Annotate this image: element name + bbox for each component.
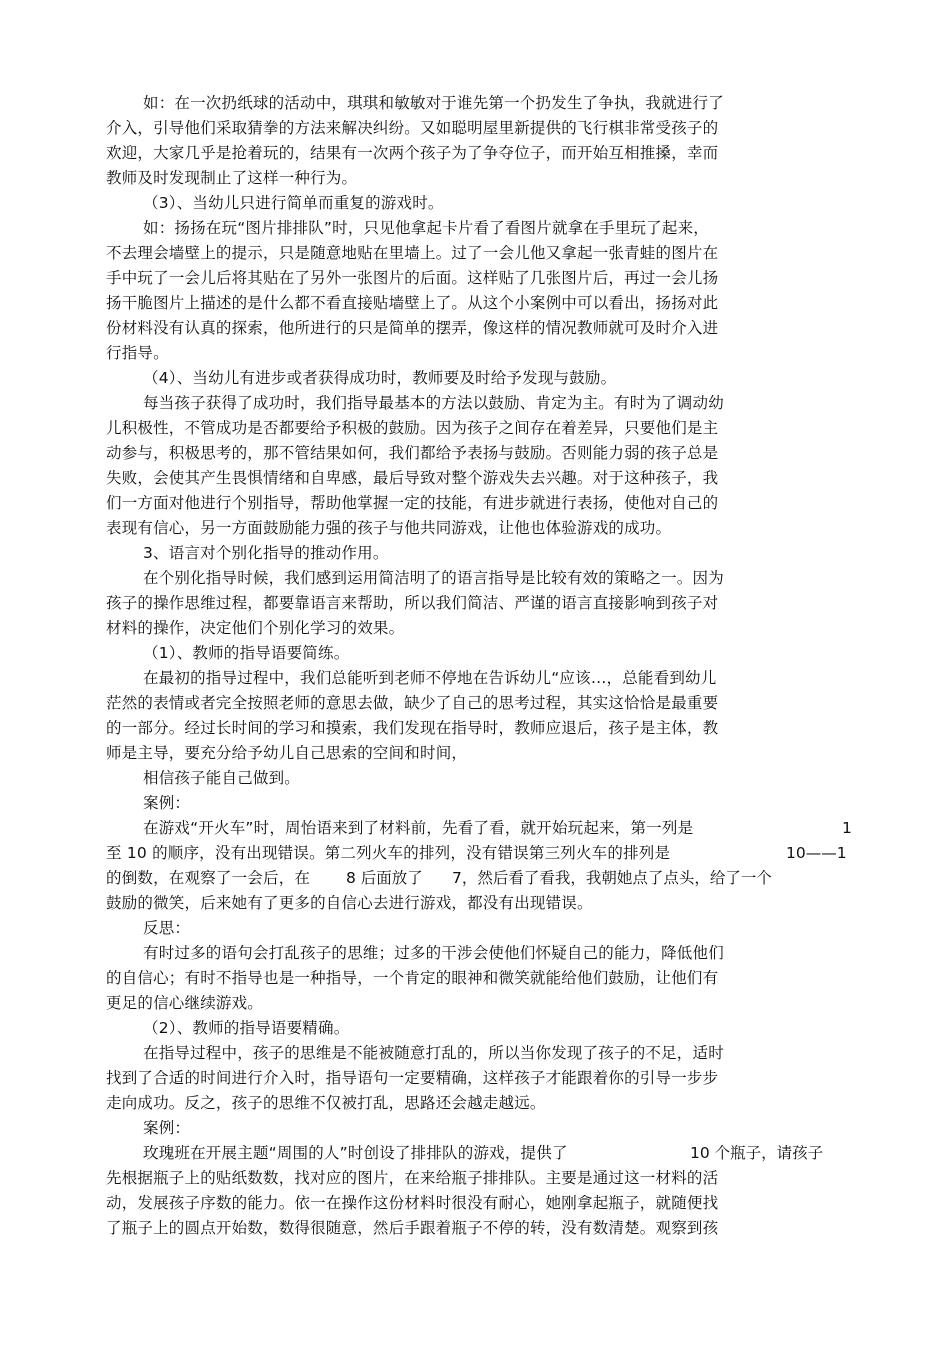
text-line: 儿积极性，不管成功是否都要给予积极的鼓励。因为孩子之间存在着差异，只要他们是主 <box>106 419 719 437</box>
text-line: 更足的信心继续游戏。 <box>106 994 264 1012</box>
text-line: 材料的操作，决定他们个别化学习的效果。 <box>106 619 405 637</box>
text-line: 孩子的操作思维过程，都要靠语言来帮助，所以我们简洁、严谨的语言直接影响到孩子对 <box>106 594 719 612</box>
text-fragment: 10 个瓶子，请孩子 <box>690 1144 824 1162</box>
subheading: （2）、教师的指导语要精确。 <box>143 1019 350 1037</box>
text-line: 的自信心；有时不指导也是一种指导，一个肯定的眼神和微笑就能给他们鼓励，让他们有 <box>106 969 719 987</box>
text-fragment: 7，然后看了看我，我朝她点了点头，给了一个 <box>452 869 772 887</box>
text-line: 在游戏“开火车”时，周怡语来到了材料前，先看了看，就开始玩起来，第一列是 <box>143 819 694 837</box>
text-line: 动，发展孩子序数的能力。依一在操作这份材料时很没有耐心，她刚拿起瓶子，就随便找 <box>106 1194 719 1212</box>
text-line: 介入，引导他们采取猜拳的方法来解决纠纷。又如聪明屋里新提供的飞行棋非常受孩子的 <box>106 119 719 137</box>
text-line: 们一方面对他进行个别指导，帮助他掌握一定的技能，有进步就进行表扬，使他对自己的 <box>106 494 719 512</box>
text-line: 的倒数，在观察了一会后，在 <box>106 869 311 887</box>
text-line: 扬干脆图片上描述的是什么都不看直接贴墙壁上了。从这个小案例中可以看出，扬扬对此 <box>106 294 719 312</box>
text-line: 不去理会墙壁上的提示，只是随意地贴在里墙上。过了一会儿他又拿起一张青蛙的图片在 <box>106 244 719 262</box>
text-line: 的一部分。经过长时间的学习和摸索，我们发现在指导时，教师应退后，孩子是主体，教 <box>106 719 719 737</box>
text-line: 了瓶子上的圆点开始数，数得很随意，然后手跟着瓶子不停的转，没有数清楚。观察到孩 <box>106 1219 719 1237</box>
text-line: 茫然的表情或者完全按照老师的意思去做，缺少了自己的思考过程，其实这恰恰是最重要 <box>106 694 719 712</box>
text-line: 找到了合适的时间进行介入时，指导语句一定要精确，这样孩子才能跟着你的引导一步步 <box>106 1069 719 1087</box>
section-heading: 3、语言对个别化指导的推动作用。 <box>143 544 389 562</box>
text-line: 在最初的指导过程中，我们总能听到老师不停地在告诉幼儿“应该…，总能看到幼儿 <box>143 669 717 687</box>
subheading: （1）、教师的指导语要简练。 <box>143 644 350 662</box>
text-line: 失败，会使其产生畏惧情绪和自卑感，最后导致对整个游戏失去兴趣。对于这种孩子，我 <box>106 469 719 487</box>
reflection-label: 反思： <box>143 919 191 937</box>
text-line: 师是主导，要充分给予幼儿自己思索的空间和时间， <box>106 744 468 762</box>
text-line: 玫瑰班在开展主题“周围的人”时创设了排排队的游戏，提供了 <box>143 1144 568 1162</box>
subheading: （3）、当幼儿只进行简单而重复的游戏时。 <box>143 194 444 212</box>
text-line: 手中玩了一会儿后将其贴在了另外一张图片的后面。这样贴了几张图片后，再过一会儿扬 <box>106 269 719 287</box>
text-line: 如：扬扬在玩“图片排排队”时，只见他拿起卡片看了看图片就拿在手里玩了起来， <box>143 219 709 237</box>
text-line: 行指导。 <box>106 344 169 362</box>
text-line: 相信孩子能自己做到。 <box>143 769 301 787</box>
text-fragment: 10——1 <box>786 844 847 862</box>
case-label: 案例： <box>143 794 191 812</box>
text-line: 有时过多的语句会打乱孩子的思维；过多的干涉会使他们怀疑自己的能力，降低他们 <box>143 944 724 962</box>
text-line: 份材料没有认真的探索，他所进行的只是简单的摆弄，像这样的情况教师就可及时介入进 <box>106 319 719 337</box>
text-line: 鼓励的微笑，后来她有了更多的自信心去进行游戏，都没有出现错误。 <box>106 894 593 912</box>
text-line: 动参与，积极思考的，那不管结果如何，我们都给予表扬与鼓励。否则能力弱的孩子总是 <box>106 444 719 462</box>
text-line: 至 10 的顺序，没有出现错误。第二列火车的排列，没有错误第三列火车的排列是 <box>106 844 671 862</box>
text-line: 走向成功。反之，孩子的思维不仅被打乱，思路还会越走越远。 <box>106 1094 546 1112</box>
case-label: 案例： <box>143 1119 191 1137</box>
text-line: 如：在一次扔纸球的活动中，琪琪和敏敏对于谁先第一个扔发生了争执，我就进行了 <box>143 94 724 112</box>
text-line: 欢迎，大家几乎是抢着玩的，结果有一次两个孩子为了争夺位子，而开始互相推搡，幸而 <box>106 144 719 162</box>
text-fragment: 8 后面放了 <box>346 869 423 887</box>
text-line: 表现有信心，另一方面鼓励能力强的孩子与他共同游戏，让他也体验游戏的成功。 <box>106 519 672 537</box>
text-line: 教师及时发现制止了这样一种行为。 <box>106 169 358 187</box>
subheading: （4）、当幼儿有进步或者获得成功时，教师要及时给予发现与鼓励。 <box>143 369 617 387</box>
text-line: 在指导过程中，孩子的思维是不能被随意打乱的，所以当你发现了孩子的不足，适时 <box>143 1044 724 1062</box>
text-fragment: 1 <box>842 819 852 837</box>
text-line: 先根据瓶子上的贴纸数数，找对应的图片，在来给瓶子排排队。主要是通过这一材料的活 <box>106 1169 719 1187</box>
text-line: 在个别化指导时候，我们感到运用简洁明了的语言指导是比较有效的策略之一。因为 <box>143 569 724 587</box>
text-line: 每当孩子获得了成功时，我们指导最基本的方法以鼓励、肯定为主。有时为了调动幼 <box>143 394 724 412</box>
